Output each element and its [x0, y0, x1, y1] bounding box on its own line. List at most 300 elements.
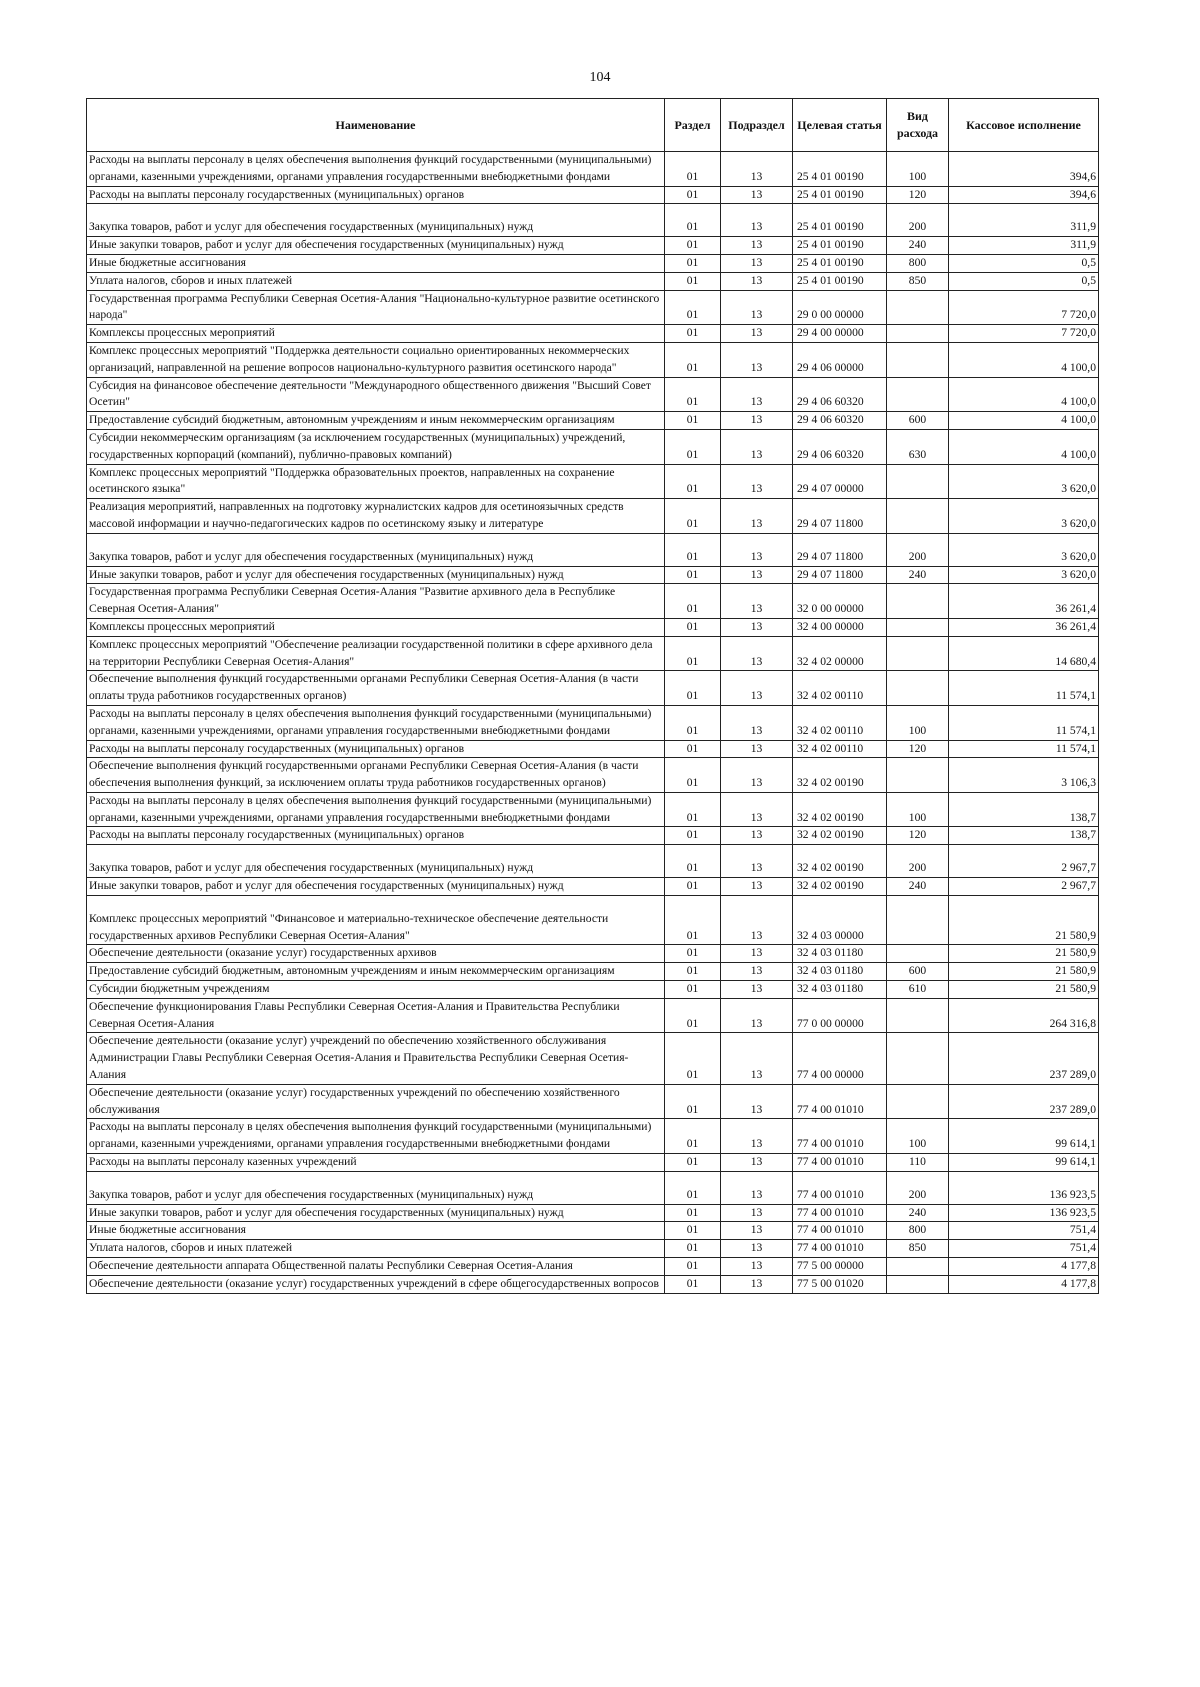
table-row	[87, 290, 1099, 325]
cell-target: 32 4 02 00190	[793, 758, 887, 793]
cell-amount: 4 100,0	[949, 412, 1099, 430]
cell-target: 77 4 00 01010	[793, 1119, 887, 1154]
table-row	[87, 998, 1099, 1033]
cell-razdel: 01	[665, 998, 721, 1033]
cell-name: Уплата налогов, сборов и иных платежей	[87, 1240, 665, 1258]
cell-target: 77 5 00 00000	[793, 1258, 887, 1276]
cell-amount: 7 720,0	[949, 325, 1099, 343]
cell-podrazdel: 13	[721, 636, 793, 671]
cell-name: Обеспечение выполнения функций государственными органами Республики Северная Осетия-Алания (в части оплаты труда работников государственных органов)	[87, 671, 665, 706]
cell-razdel: 01	[665, 342, 721, 377]
cell-amount: 237 289,0	[949, 1084, 1099, 1119]
cell-name: Расходы на выплаты персоналу в целях обеспечения выполнения функций государственными (муниципальными) органами, казенными учреждениями, органами управления государственными внебюджетными фондами	[87, 152, 665, 187]
cell-vid: 240	[887, 566, 949, 584]
cell-amount: 0,5	[949, 254, 1099, 272]
cell-amount: 3 620,0	[949, 566, 1099, 584]
cell-target: 32 4 03 00000	[793, 895, 887, 945]
cell-razdel: 01	[665, 377, 721, 412]
cell-name: Иные закупки товаров, работ и услуг для обеспечения государственных (муниципальных) нужд	[87, 1204, 665, 1222]
cell-name: Субсидия на финансовое обеспечение деятельности "Международного общественного движения "Высший Совет Осетин"	[87, 377, 665, 412]
cell-target: 32 4 00 00000	[793, 618, 887, 636]
cell-podrazdel: 13	[721, 566, 793, 584]
cell-name: Субсидии бюджетным учреждениям	[87, 981, 665, 999]
cell-podrazdel: 13	[721, 377, 793, 412]
cell-podrazdel: 13	[721, 533, 793, 566]
cell-amount: 3 106,3	[949, 758, 1099, 793]
cell-name: Обеспечение деятельности (оказание услуг) государственных архивов	[87, 945, 665, 963]
cell-name: Иные закупки товаров, работ и услуг для обеспечения государственных (муниципальных) нужд	[87, 237, 665, 255]
cell-podrazdel: 13	[721, 584, 793, 619]
cell-target: 32 4 03 01180	[793, 981, 887, 999]
cell-amount: 36 261,4	[949, 584, 1099, 619]
cell-target: 32 4 02 00190	[793, 827, 887, 845]
cell-target: 25 4 01 00190	[793, 152, 887, 187]
cell-razdel: 01	[665, 429, 721, 464]
cell-razdel: 01	[665, 325, 721, 343]
table-row	[87, 878, 1099, 896]
cell-vid	[887, 1033, 949, 1084]
cell-vid: 240	[887, 237, 949, 255]
table-row	[87, 1275, 1099, 1293]
cell-razdel: 01	[665, 1033, 721, 1084]
cell-amount: 4 100,0	[949, 342, 1099, 377]
header-razdel: Раздел	[665, 99, 721, 152]
table-row	[87, 758, 1099, 793]
cell-podrazdel: 13	[721, 740, 793, 758]
cell-amount: 11 574,1	[949, 705, 1099, 740]
cell-podrazdel: 13	[721, 1033, 793, 1084]
cell-vid: 610	[887, 981, 949, 999]
cell-amount: 4 100,0	[949, 377, 1099, 412]
cell-podrazdel: 13	[721, 845, 793, 878]
header-name: Наименование	[87, 99, 665, 152]
cell-amount: 14 680,4	[949, 636, 1099, 671]
cell-name: Комплекс процессных мероприятий "Обеспечение реализации государственной политики в сфере архивного дела на территории Республики Северная Осетия-Алания"	[87, 636, 665, 671]
cell-name: Закупка товаров, работ и услуг для обеспечения государственных (муниципальных) нужд	[87, 533, 665, 566]
cell-vid	[887, 584, 949, 619]
table-row	[87, 1033, 1099, 1084]
cell-razdel: 01	[665, 895, 721, 945]
cell-vid: 110	[887, 1154, 949, 1172]
cell-podrazdel: 13	[721, 237, 793, 255]
cell-vid: 100	[887, 1119, 949, 1154]
table-row	[87, 429, 1099, 464]
cell-name: Реализация мероприятий, направленных на подготовку журналистских кадров для осетиноязычных средств массовой информации и научно-педагогических кадров по осетинскому языку и литературе	[87, 499, 665, 534]
cell-razdel: 01	[665, 1204, 721, 1222]
cell-name: Закупка товаров, работ и услуг для обеспечения государственных (муниципальных) нужд	[87, 204, 665, 237]
cell-vid: 630	[887, 429, 949, 464]
cell-target: 32 4 02 00000	[793, 636, 887, 671]
cell-podrazdel: 13	[721, 429, 793, 464]
cell-name: Расходы на выплаты персоналу в целях обеспечения выполнения функций государственными (муниципальными) органами, казенными учреждениями, органами управления государственными внебюджетными фондами	[87, 792, 665, 827]
cell-name: Предоставление субсидий бюджетным, автономным учреждениям и иным некоммерческим организациям	[87, 412, 665, 430]
cell-razdel: 01	[665, 1119, 721, 1154]
cell-podrazdel: 13	[721, 412, 793, 430]
cell-target: 29 4 07 11800	[793, 566, 887, 584]
cell-vid: 800	[887, 254, 949, 272]
cell-podrazdel: 13	[721, 998, 793, 1033]
cell-vid	[887, 998, 949, 1033]
cell-podrazdel: 13	[721, 792, 793, 827]
cell-vid: 200	[887, 845, 949, 878]
table-row	[87, 1084, 1099, 1119]
table-row	[87, 845, 1099, 878]
cell-name: Обеспечение деятельности (оказание услуг) государственных учреждений по обеспечению хозяйственного обслуживания	[87, 1084, 665, 1119]
cell-target: 29 4 07 00000	[793, 464, 887, 499]
cell-name: Расходы на выплаты персоналу в целях обеспечения выполнения функций государственными (муниципальными) органами, казенными учреждениями, органами управления государственными внебюджетными фондами	[87, 1119, 665, 1154]
cell-target: 29 4 06 60320	[793, 377, 887, 412]
cell-name: Обеспечение деятельности (оказание услуг) государственных учреждений в сфере общегосударственных вопросов	[87, 1275, 665, 1293]
cell-amount: 4 177,8	[949, 1275, 1099, 1293]
cell-vid: 240	[887, 1204, 949, 1222]
cell-amount: 21 580,9	[949, 981, 1099, 999]
cell-podrazdel: 13	[721, 186, 793, 204]
cell-vid	[887, 895, 949, 945]
table-row	[87, 412, 1099, 430]
cell-target: 32 4 02 00110	[793, 705, 887, 740]
cell-razdel: 01	[665, 499, 721, 534]
cell-target: 25 4 01 00190	[793, 204, 887, 237]
table-row	[87, 981, 1099, 999]
cell-vid: 200	[887, 1171, 949, 1204]
cell-amount: 4 100,0	[949, 429, 1099, 464]
budget-table	[86, 98, 1099, 1294]
cell-podrazdel: 13	[721, 1275, 793, 1293]
cell-podrazdel: 13	[721, 499, 793, 534]
header-vid: Вид расхода	[887, 99, 949, 152]
cell-target: 32 4 02 00190	[793, 878, 887, 896]
cell-amount: 751,4	[949, 1222, 1099, 1240]
cell-podrazdel: 13	[721, 1154, 793, 1172]
cell-target: 32 0 00 00000	[793, 584, 887, 619]
cell-razdel: 01	[665, 1171, 721, 1204]
table-row	[87, 1171, 1099, 1204]
cell-target: 32 4 02 00110	[793, 740, 887, 758]
cell-amount: 394,6	[949, 186, 1099, 204]
cell-target: 29 4 00 00000	[793, 325, 887, 343]
cell-vid: 120	[887, 740, 949, 758]
cell-target: 77 4 00 01010	[793, 1171, 887, 1204]
cell-name: Комплекс процессных мероприятий "Поддержка деятельности социально ориентированных некоммерческих организаций, направленной на решение вопросов национально-культурного развития осетинского народа"	[87, 342, 665, 377]
cell-target: 29 4 06 00000	[793, 342, 887, 377]
cell-target: 77 5 00 01020	[793, 1275, 887, 1293]
cell-name: Уплата налогов, сборов и иных платежей	[87, 272, 665, 290]
cell-amount: 11 574,1	[949, 671, 1099, 706]
table-row	[87, 186, 1099, 204]
cell-vid: 100	[887, 152, 949, 187]
cell-amount: 237 289,0	[949, 1033, 1099, 1084]
cell-vid	[887, 671, 949, 706]
table-row	[87, 1204, 1099, 1222]
cell-amount: 21 580,9	[949, 895, 1099, 945]
cell-podrazdel: 13	[721, 1084, 793, 1119]
table-row	[87, 566, 1099, 584]
cell-amount: 751,4	[949, 1240, 1099, 1258]
cell-razdel: 01	[665, 758, 721, 793]
cell-razdel: 01	[665, 290, 721, 325]
table-body	[87, 152, 1099, 1294]
cell-vid: 100	[887, 792, 949, 827]
cell-target: 29 4 06 60320	[793, 429, 887, 464]
cell-amount: 264 316,8	[949, 998, 1099, 1033]
cell-vid	[887, 290, 949, 325]
cell-target: 25 4 01 00190	[793, 272, 887, 290]
cell-name: Комплексы процессных мероприятий	[87, 325, 665, 343]
table-row	[87, 1119, 1099, 1154]
cell-razdel: 01	[665, 878, 721, 896]
cell-podrazdel: 13	[721, 1258, 793, 1276]
cell-target: 77 4 00 00000	[793, 1033, 887, 1084]
cell-name: Расходы на выплаты персоналу государственных (муниципальных) органов	[87, 740, 665, 758]
cell-vid: 240	[887, 878, 949, 896]
cell-target: 29 4 07 11800	[793, 533, 887, 566]
cell-razdel: 01	[665, 705, 721, 740]
table-row	[87, 152, 1099, 187]
cell-amount: 2 967,7	[949, 878, 1099, 896]
cell-vid	[887, 636, 949, 671]
page-number: 104	[589, 70, 611, 85]
cell-razdel: 01	[665, 254, 721, 272]
cell-amount: 311,9	[949, 237, 1099, 255]
cell-vid	[887, 1275, 949, 1293]
cell-name: Расходы на выплаты персоналу государственных (муниципальных) органов	[87, 186, 665, 204]
header-podrazdel: Подраздел	[721, 99, 793, 152]
cell-amount: 136 923,5	[949, 1171, 1099, 1204]
cell-vid	[887, 342, 949, 377]
cell-amount: 4 177,8	[949, 1258, 1099, 1276]
cell-vid	[887, 464, 949, 499]
cell-name: Расходы на выплаты персоналу государственных (муниципальных) органов	[87, 827, 665, 845]
cell-razdel: 01	[665, 1258, 721, 1276]
cell-razdel: 01	[665, 1084, 721, 1119]
cell-podrazdel: 13	[721, 152, 793, 187]
cell-name: Субсидии некоммерческим организациям (за исключением государственных (муниципальных) учреждений, государственных корпораций (компаний), публично-правовых компаний)	[87, 429, 665, 464]
cell-vid: 600	[887, 963, 949, 981]
cell-podrazdel: 13	[721, 945, 793, 963]
header-row	[87, 99, 1099, 152]
table-row	[87, 272, 1099, 290]
cell-razdel: 01	[665, 636, 721, 671]
cell-vid	[887, 758, 949, 793]
cell-podrazdel: 13	[721, 1171, 793, 1204]
cell-razdel: 01	[665, 845, 721, 878]
cell-target: 29 4 07 11800	[793, 499, 887, 534]
cell-amount: 21 580,9	[949, 945, 1099, 963]
cell-target: 32 4 02 00190	[793, 845, 887, 878]
cell-vid: 200	[887, 533, 949, 566]
cell-vid	[887, 1084, 949, 1119]
table-row	[87, 1222, 1099, 1240]
cell-target: 77 4 00 01010	[793, 1222, 887, 1240]
cell-podrazdel: 13	[721, 290, 793, 325]
cell-podrazdel: 13	[721, 618, 793, 636]
cell-podrazdel: 13	[721, 1204, 793, 1222]
table-row	[87, 499, 1099, 534]
cell-razdel: 01	[665, 272, 721, 290]
cell-target: 77 4 00 01010	[793, 1240, 887, 1258]
cell-razdel: 01	[665, 740, 721, 758]
cell-name: Комплекс процессных мероприятий "Финансовое и материально-техническое обеспечение деятельности государственных архивов Республики Северная Осетия-Алания"	[87, 895, 665, 945]
cell-amount: 394,6	[949, 152, 1099, 187]
table-row	[87, 827, 1099, 845]
cell-vid: 200	[887, 204, 949, 237]
cell-name: Предоставление субсидий бюджетным, автономным учреждениям и иным некоммерческим организациям	[87, 963, 665, 981]
cell-podrazdel: 13	[721, 204, 793, 237]
cell-amount: 138,7	[949, 827, 1099, 845]
cell-razdel: 01	[665, 945, 721, 963]
cell-podrazdel: 13	[721, 963, 793, 981]
cell-razdel: 01	[665, 412, 721, 430]
table-row	[87, 945, 1099, 963]
cell-podrazdel: 13	[721, 878, 793, 896]
table-row	[87, 533, 1099, 566]
cell-amount: 99 614,1	[949, 1119, 1099, 1154]
cell-amount: 3 620,0	[949, 499, 1099, 534]
cell-vid: 600	[887, 412, 949, 430]
cell-razdel: 01	[665, 1275, 721, 1293]
cell-razdel: 01	[665, 981, 721, 999]
cell-razdel: 01	[665, 464, 721, 499]
cell-razdel: 01	[665, 566, 721, 584]
cell-amount: 3 620,0	[949, 533, 1099, 566]
cell-name: Обеспечение функционирования Главы Республики Северная Осетия-Алания и Правительства Республики Северная Осетия-Алания	[87, 998, 665, 1033]
table-row	[87, 705, 1099, 740]
cell-podrazdel: 13	[721, 981, 793, 999]
cell-vid	[887, 325, 949, 343]
cell-podrazdel: 13	[721, 895, 793, 945]
table-row	[87, 895, 1099, 945]
table-row	[87, 464, 1099, 499]
cell-amount: 21 580,9	[949, 963, 1099, 981]
cell-name: Комплексы процессных мероприятий	[87, 618, 665, 636]
cell-name: Обеспечение деятельности (оказание услуг) учреждений по обеспечению хозяйственного обслуживания Администрации Главы Республики Северная Осетия-Алания и Правительства Республики Северная Осетия-Алания	[87, 1033, 665, 1084]
cell-name: Государственная программа Республики Северная Осетия-Алания "Национально-культурное развитие осетинского народа"	[87, 290, 665, 325]
cell-name: Обеспечение деятельности аппарата Общественной палаты Республики Северная Осетия-Алания	[87, 1258, 665, 1276]
table-row	[87, 792, 1099, 827]
cell-vid: 120	[887, 186, 949, 204]
cell-name: Иные закупки товаров, работ и услуг для обеспечения государственных (муниципальных) нужд	[87, 566, 665, 584]
cell-podrazdel: 13	[721, 671, 793, 706]
cell-vid: 100	[887, 705, 949, 740]
cell-amount: 311,9	[949, 204, 1099, 237]
cell-target: 29 4 06 60320	[793, 412, 887, 430]
cell-target: 32 4 03 01180	[793, 945, 887, 963]
cell-podrazdel: 13	[721, 1240, 793, 1258]
cell-vid	[887, 618, 949, 636]
cell-razdel: 01	[665, 1222, 721, 1240]
cell-amount: 7 720,0	[949, 290, 1099, 325]
cell-target: 32 4 02 00110	[793, 671, 887, 706]
cell-name: Расходы на выплаты персоналу казенных учреждений	[87, 1154, 665, 1172]
header-target: Целевая статья	[793, 99, 887, 152]
table-row	[87, 671, 1099, 706]
cell-razdel: 01	[665, 618, 721, 636]
cell-podrazdel: 13	[721, 705, 793, 740]
table-row	[87, 636, 1099, 671]
cell-vid: 850	[887, 1240, 949, 1258]
cell-razdel: 01	[665, 963, 721, 981]
header-amount: Кассовое исполнение	[949, 99, 1099, 152]
cell-target: 25 4 01 00190	[793, 186, 887, 204]
cell-vid: 800	[887, 1222, 949, 1240]
cell-amount: 2 967,7	[949, 845, 1099, 878]
cell-podrazdel: 13	[721, 827, 793, 845]
table-row	[87, 237, 1099, 255]
cell-target: 25 4 01 00190	[793, 237, 887, 255]
table-row	[87, 1258, 1099, 1276]
cell-amount: 99 614,1	[949, 1154, 1099, 1172]
cell-amount: 36 261,4	[949, 618, 1099, 636]
cell-name: Иные бюджетные ассигнования	[87, 254, 665, 272]
table-row	[87, 740, 1099, 758]
cell-razdel: 01	[665, 204, 721, 237]
cell-podrazdel: 13	[721, 325, 793, 343]
cell-name: Государственная программа Республики Северная Осетия-Алания "Развитие архивного дела в Республике Северная Осетия-Алания"	[87, 584, 665, 619]
cell-name: Иные закупки товаров, работ и услуг для обеспечения государственных (муниципальных) нужд	[87, 878, 665, 896]
cell-amount: 136 923,5	[949, 1204, 1099, 1222]
table-row	[87, 204, 1099, 237]
cell-podrazdel: 13	[721, 758, 793, 793]
cell-podrazdel: 13	[721, 1119, 793, 1154]
table-row	[87, 254, 1099, 272]
cell-target: 25 4 01 00190	[793, 254, 887, 272]
table-row	[87, 963, 1099, 981]
cell-target: 32 4 03 01180	[793, 963, 887, 981]
cell-razdel: 01	[665, 671, 721, 706]
table-row	[87, 1240, 1099, 1258]
cell-razdel: 01	[665, 792, 721, 827]
cell-name: Обеспечение выполнения функций государственными органами Республики Северная Осетия-Алания (в части обеспечения выполнения функций, за исключением оплаты труда работников государственных органов)	[87, 758, 665, 793]
cell-razdel: 01	[665, 186, 721, 204]
cell-name: Комплекс процессных мероприятий "Поддержка образовательных проектов, направленных на сохранение осетинского языка"	[87, 464, 665, 499]
table-row	[87, 1154, 1099, 1172]
cell-vid: 850	[887, 272, 949, 290]
cell-podrazdel: 13	[721, 272, 793, 290]
cell-razdel: 01	[665, 237, 721, 255]
cell-amount: 138,7	[949, 792, 1099, 827]
cell-podrazdel: 13	[721, 342, 793, 377]
cell-target: 77 4 00 01010	[793, 1084, 887, 1119]
cell-vid: 120	[887, 827, 949, 845]
cell-name: Расходы на выплаты персоналу в целях обеспечения выполнения функций государственными (муниципальными) органами, казенными учреждениями, органами управления государственными внебюджетными фондами	[87, 705, 665, 740]
cell-podrazdel: 13	[721, 464, 793, 499]
table-row	[87, 377, 1099, 412]
cell-razdel: 01	[665, 1154, 721, 1172]
cell-razdel: 01	[665, 152, 721, 187]
cell-target: 29 0 00 00000	[793, 290, 887, 325]
cell-name: Закупка товаров, работ и услуг для обеспечения государственных (муниципальных) нужд	[87, 845, 665, 878]
cell-amount: 11 574,1	[949, 740, 1099, 758]
cell-razdel: 01	[665, 533, 721, 566]
cell-target: 77 4 00 01010	[793, 1204, 887, 1222]
table-row	[87, 618, 1099, 636]
cell-razdel: 01	[665, 584, 721, 619]
cell-vid	[887, 1258, 949, 1276]
table-row	[87, 584, 1099, 619]
cell-vid	[887, 945, 949, 963]
cell-podrazdel: 13	[721, 1222, 793, 1240]
cell-razdel: 01	[665, 1240, 721, 1258]
cell-name: Закупка товаров, работ и услуг для обеспечения государственных (муниципальных) нужд	[87, 1171, 665, 1204]
cell-vid	[887, 499, 949, 534]
cell-vid	[887, 377, 949, 412]
cell-target: 77 4 00 01010	[793, 1154, 887, 1172]
cell-podrazdel: 13	[721, 254, 793, 272]
cell-name: Иные бюджетные ассигнования	[87, 1222, 665, 1240]
cell-amount: 3 620,0	[949, 464, 1099, 499]
table-row	[87, 342, 1099, 377]
cell-amount: 0,5	[949, 272, 1099, 290]
